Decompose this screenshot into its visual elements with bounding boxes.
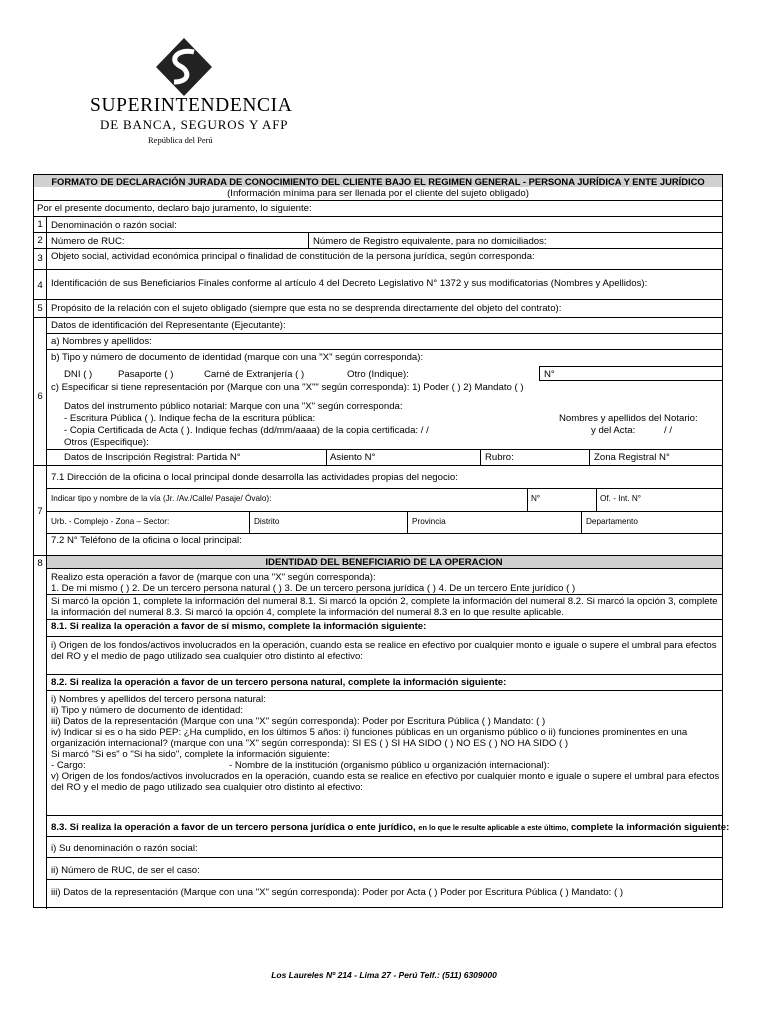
divider [46,690,722,691]
s82-funds-line2[interactable]: del RO y el medio de pago utilizado sea cualquier otro distinto al efectivo: [51,782,363,793]
field-rep-name[interactable]: a) Nombres y apellidos: [51,336,152,347]
s81-funds-line1[interactable]: i) Origen de los fondos/activos involucrados en la operación, cuando esta se realice en efectivo por cualquier monto e iguale o supere el umbral para efectos [51,640,717,651]
divider [34,317,722,318]
s8-note-line1: Si marcó la opción 1, complete la información del numeral 8.1. Si marcó la opción 2, complete la información del numeral 8.2. Si marcó la opción 3, complete [51,596,718,607]
s82-line: iv) Indicar si es o ha sido PEP: ¿Ha cumplido, en los últimos 5 años: i) funciones públicas en un organismo público o ii) funciones prominentes en una [51,727,688,738]
divider [46,333,722,334]
s82-funds-line1[interactable]: v) Origen de los fondos/activos involucrados en la operación, cuando esta se realice en efectivo por cualquier monto e iguale o supere el umbral para efectos [51,771,720,782]
row-number: 8 [37,558,43,569]
s6-id-type-label: b) Tipo y número de documento de identidad (marque con una "X" según corresponda): [51,352,424,363]
row-number: 5 [37,303,43,314]
field-id-number[interactable]: N° [544,369,555,380]
field-third-party-representation[interactable]: iii) Datos de la representación (Marque con una "X" según corresponda): Poder por Acta ( ) Poder por Escritura Pública ( ) Mandato: ( ) [51,887,624,898]
s6-notary-heading: Datos del instrumento público notarial: Marque con una "X" según corresponda: [64,401,403,412]
s83-heading-part1: 8.3. Si realiza la operación a favor de un tercero persona jurídica o ente jurídico, [51,822,416,833]
field-seat-number[interactable]: Asiento N° [330,452,376,463]
divider [46,568,722,569]
field-district[interactable]: Distrito [254,517,280,526]
field-pep-institution[interactable]: - Nombre de la institución (organismo público u organización internacional): [229,760,550,771]
option-public-deed[interactable]: - Escritura Pública ( ). Indique fecha de la escritura pública: [64,413,316,424]
divider [407,511,408,533]
field-street-number[interactable]: N° [531,494,541,503]
declaration-form [33,174,730,908]
s83-heading-note: en lo que le resulte aplicable a este último, [418,823,569,832]
divider [34,465,722,466]
field-corporate-purpose[interactable]: Objeto social, actividad económica principal o finalidad de constitución de la persona jurídica, según corresponda: [51,251,535,262]
sbs-header [90,38,293,150]
s81-heading: 8.1. Si realiza la operación a favor de sí mismo, complete la información siguiente: [51,621,427,632]
row-number: 3 [37,253,43,264]
s8-beneficiary-options[interactable]: 1. De mi mismo ( ) 2. De un tercero persona natural ( ) 3. De un tercero persona jurídica ( ) 4. De un tercero Ente jurídico ( ) [51,583,576,594]
divider [34,200,722,201]
field-other-id[interactable]: Otro (Indique): [347,369,409,380]
divider [589,449,590,465]
divider [34,269,722,270]
option-foreign-card[interactable]: Carné de Extranjería ( ) [204,369,305,380]
divider [34,216,722,217]
s82-line[interactable]: organización internacional? (marque con una "X" según corresponda): SI ES ( ) SI HA SIDO ( ) NO ES ( ) NO HA SIDO ( ) [51,738,569,749]
row-number: 4 [37,280,43,291]
field-registry-number[interactable]: Número de Registro equivalente, para no domiciliados: [313,236,547,247]
divider [527,488,528,511]
divider [308,232,309,248]
divider [46,857,722,858]
field-street[interactable]: Indicar tipo y nombre de la vía (Jr. /Av./Calle/ Pasaje/ Óvalo): [51,494,272,503]
brand-name: SUPERINTENDENCIA [90,95,293,116]
field-ruc[interactable]: Número de RUC: [51,236,125,247]
divider [46,619,722,620]
s83-heading [51,822,729,833]
brand-country: República del Perú [148,135,213,145]
s82-line[interactable]: i) Nombres y apellidos del tercero persona natural: [51,694,266,705]
row-number: 1 [37,219,43,230]
field-province[interactable]: Provincia [412,517,446,526]
field-relationship-purpose[interactable]: Propósito de la relación con el sujeto obligado (siempre que esta no se desprenda directamente del objeto del contrato): [51,303,562,314]
s81-funds-line2[interactable]: del RO y el medio de pago utilizado sea cualquier otro distinto al efectivo: [51,651,363,662]
s6-representation-type[interactable]: c) Especificar si tiene representación por (Marque con una "X"" según corresponda): 1) Poder ( ) 2) Mandato ( ) [51,382,524,393]
field-phone[interactable]: 7.2 N° Teléfono de la oficina o local principal: [51,535,242,546]
field-heading[interactable]: Rubro: [485,452,514,463]
form-title: FORMATO DE DECLARACIÓN JURADA DE CONOCIMIENTO DEL CLIENTE BAJO EL REGIMEN GENERAL - PERSONA JURÍDICA Y ENTE JURÍDICO [51,176,705,187]
s83-heading-part2: complete la información siguiente: [570,822,730,833]
row-number: 2 [37,235,43,246]
form-subtitle: (Información mínima para ser llenada por el cliente del sujeto obligado) [227,188,529,199]
divider [46,674,722,675]
divider [539,366,722,367]
field-other-instrument[interactable]: Otros (Especifique): [64,437,149,448]
intro-text: Por el presente documento, declaro bajo juramento, lo siguiente: [37,203,312,214]
divider [539,366,540,380]
divider [326,449,327,465]
divider [46,815,722,816]
field-third-party-name[interactable]: i) Su denominación o razón social: [51,843,198,854]
divider [46,511,722,512]
field-office-number[interactable]: Of. - Int. N° [600,494,642,503]
field-notary-name[interactable]: Nombres y apellidos del Notario: [559,413,698,424]
field-registry-zone[interactable]: Zona Registral N° [594,452,670,463]
divider [46,488,722,489]
s82-line[interactable]: ii) Tipo y número de documento de identidad: [51,705,243,716]
s82-line[interactable]: iii) Datos de la representación (Marque con una "X" según corresponda): Poder por Escritura Pública ( ) Mandato: ( ) [51,716,546,727]
divider [34,232,722,233]
field-pep-position[interactable]: - Cargo: [51,760,86,771]
divider [539,380,722,381]
option-certified-copy[interactable]: - Copia Certificada de Acta ( ). Indique fechas (dd/mm/aaaa) de la copia certificada: / / [64,425,429,436]
brand-subname: DE BANCA, SEGUROS Y AFP [100,117,289,132]
divider [34,299,722,300]
row-number: 6 [37,391,43,402]
s8-instructions: Realizo esta operación a favor de (marque con una "X" según corresponda): [51,572,376,583]
divider [34,248,722,249]
s8-note-line2: la información del numeral 8.3. Si marcó la opción 4, complete la información del numeral 8.3 en lo que resulte aplicable. [51,607,565,618]
divider [46,533,722,534]
field-department[interactable]: Departamento [586,517,638,526]
row-number: 7 [37,506,43,517]
s82-heading: 8.2. Si realiza la operación a favor de un tercero persona natural, complete la información siguiente: [51,677,507,688]
divider [480,449,481,465]
divider [46,594,722,595]
field-registry-entry[interactable]: Datos de Inscripción Registral: Partida N° [64,452,241,463]
divider [46,449,722,450]
field-act-date[interactable]: / / [664,425,672,436]
divider [46,349,722,350]
divider [581,511,582,533]
sbs-logo-icon [156,38,212,96]
field-act-date-label: y del Acta: [591,425,636,436]
field-business-name[interactable]: Denominación o razón social: [51,220,177,231]
field-urbanization[interactable]: Urb. - Complejo - Zona – Sector: [51,517,170,526]
divider [46,879,722,880]
field-third-party-ruc[interactable]: ii) Número de RUC, de ser el caso: [51,865,200,876]
divider [596,488,597,511]
s82-line: Si marcó "Si es" o "Si ha sido", complete la información siguiente: [51,749,330,760]
option-passport[interactable]: Pasaporte ( ) [118,369,174,380]
option-dni[interactable]: DNI ( ) [64,369,93,380]
s8-title: IDENTIDAD DEL BENEFICIARIO DE LA OPERACION [265,557,503,568]
footer-address: Los Laureles Nº 214 - Lima 27 - Perú Telf.: (511) 6309000 [271,970,497,980]
s6-representative-heading: Datos de identificación del Representante (Ejecutante): [51,320,286,331]
divider [249,511,250,533]
divider [46,836,722,837]
s7-address-heading: 7.1 Dirección de la oficina o local principal donde desarrolla las actividades propias del negocio: [51,472,458,483]
divider [46,636,722,637]
field-beneficiaries[interactable]: Identificación de sus Beneficiarios Finales conforme al artículo 4 del Decreto Legislativo N° 1372 y sus modificatorias (Nombres y Apellidos): [51,278,648,289]
